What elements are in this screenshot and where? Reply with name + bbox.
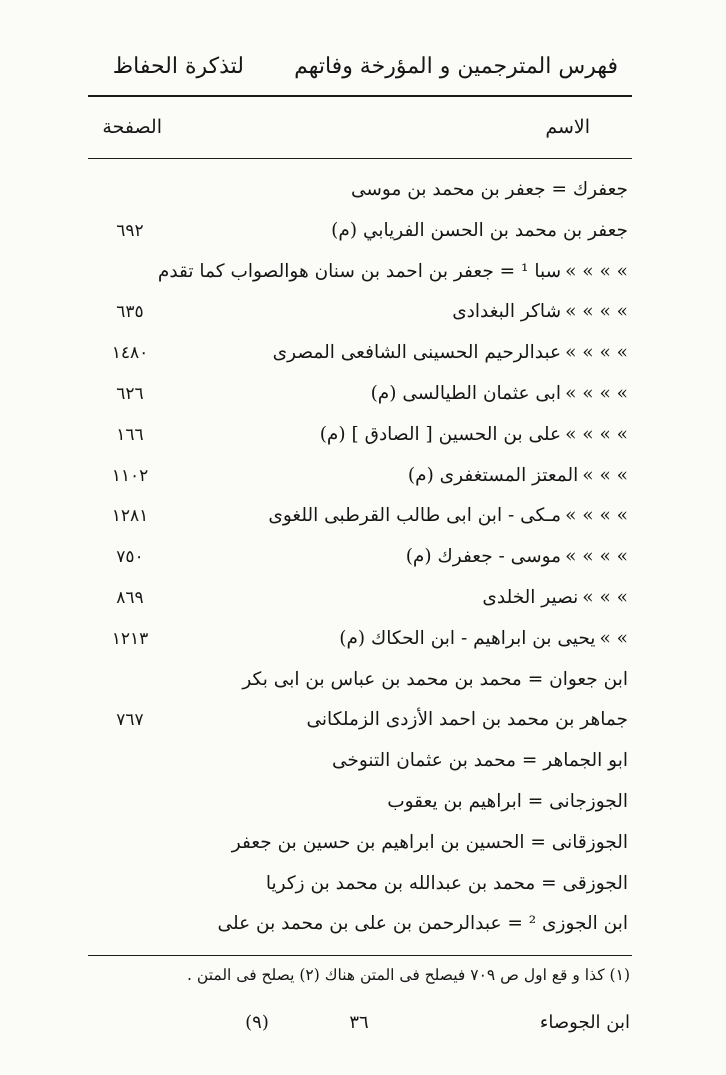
index-entry — [0, 497, 726, 535]
ditto-marks: » » » » — [565, 260, 628, 282]
header-rule — [88, 95, 632, 97]
index-entry — [0, 661, 726, 699]
index-entry — [0, 579, 726, 617]
entry-name — [98, 293, 628, 331]
entry-name — [98, 701, 628, 739]
entry-text: مـكى - ابن ابى طالب القرطبى اللغوى — [268, 505, 562, 527]
index-entry — [0, 905, 726, 943]
entry-page: ١١٠٢ — [111, 465, 149, 486]
ditto-marks: » » » — [582, 587, 628, 608]
ditto-marks: » » » » — [565, 546, 628, 568]
catchword: ابن الجوصاء — [539, 1012, 630, 1033]
entry-text: عبدالرحيم الحسينى الشافعى المصرى — [272, 342, 562, 364]
ditto-marks: » » — [599, 627, 628, 649]
entry-name — [98, 497, 628, 535]
entry-name — [98, 783, 628, 821]
entry-text: ابن الجوزى ² = عبدالرحمن بن على بن محمد بن على — [217, 913, 628, 935]
entry-text: على بن الحسين [ الصادق ] (م) — [319, 423, 562, 445]
index-entry — [0, 865, 726, 903]
ditto-marks: » » » » — [565, 301, 628, 323]
entry-page: ٦٣٥ — [116, 302, 144, 323]
column-header-name: الاسم — [545, 116, 590, 138]
column-header-page: الصفحة — [102, 116, 162, 138]
index-entry — [0, 171, 726, 209]
index-entry — [0, 416, 726, 454]
index-entry — [0, 212, 726, 250]
entry-name — [98, 865, 628, 903]
index-entry — [0, 253, 726, 291]
entry-page: ٦٢٦ — [116, 384, 144, 404]
ditto-marks: » » » » — [565, 342, 628, 364]
footnote-rule — [88, 955, 632, 956]
entry-name — [98, 905, 628, 943]
entry-page: ١٢٨١ — [111, 506, 149, 527]
index-entry — [0, 293, 726, 331]
entry-name — [98, 579, 628, 617]
entry-text: شاكر البغدادى — [452, 301, 562, 323]
entry-page: ٦٩٢ — [116, 220, 144, 241]
entry-name — [98, 212, 628, 250]
entry-text: جعفر بن محمد بن الحسن الفريابي (م) — [331, 219, 628, 241]
ditto-marks: » » » » — [565, 383, 628, 404]
entry-name — [98, 742, 628, 780]
entry-name — [98, 171, 628, 209]
running-head-title: فهرس المترجمين و المؤرخة وفاتهم — [294, 54, 618, 79]
running-head-book: لتذكرة الحفاظ — [112, 54, 244, 79]
index-entry — [0, 375, 726, 413]
ditto-marks: » » » — [582, 464, 628, 486]
entry-text: نصير الخلدى — [482, 587, 579, 608]
index-entry — [0, 824, 726, 862]
entry-text: الجوزقانى = الحسين بن ابراهيم بن حسين بن جعفر — [231, 831, 628, 853]
entry-text: المعتز المستغفرى (م) — [407, 464, 579, 486]
entry-page: ٨٦٩ — [116, 588, 144, 608]
ditto-marks: » » » » — [565, 505, 628, 527]
entry-text: موسى - جعفرك (م) — [405, 546, 562, 568]
entry-page: ٧٦٧ — [116, 710, 144, 731]
index-entry — [0, 538, 726, 576]
entry-text: جعفرك = جعفر بن محمد بن موسى — [351, 179, 628, 200]
entry-name — [98, 334, 628, 372]
entry-name — [98, 375, 628, 413]
entry-text: الجوزقى = محمد بن عبدالله بن محمد بن زكريا — [265, 872, 628, 894]
entry-text: الجوزجانى = ابراهيم بن يعقوب — [387, 791, 628, 812]
entry-page: ١٤٨٠ — [111, 343, 149, 364]
entry-text: جماهر بن محمد بن احمد الأزدى الزملكانى — [306, 709, 628, 731]
footnote: (١) كذا و قع اول ص ٧٠٩ فيصلح فى المتن هناك (٢) يصلح فى المتن . — [187, 966, 630, 984]
signature-mark: (٩) — [245, 1012, 269, 1033]
entry-name — [98, 661, 628, 699]
entry-name — [98, 457, 628, 495]
page-number: ٣٦ — [349, 1012, 369, 1033]
entry-page: ١٢١٣ — [111, 628, 149, 649]
index-entry — [0, 457, 726, 495]
entry-text: يحيى بن ابراهيم - ابن الحكاك (م) — [339, 627, 596, 649]
entry-text: سبا ¹ = جعفر بن احمد بن سنان هوالصواب كما تقدم — [157, 260, 562, 282]
entry-name — [98, 620, 628, 658]
entry-name — [98, 416, 628, 454]
index-entry — [0, 620, 726, 658]
entry-text: ابى عثمان الطيالسى (م) — [370, 383, 562, 404]
entry-name — [98, 538, 628, 576]
index-entry — [0, 783, 726, 821]
column-header-rule — [88, 158, 632, 159]
entry-page: ٧٥٠ — [116, 547, 144, 568]
entry-page: ١٦٦ — [116, 424, 144, 445]
entry-text: ابو الجماهر = محمد بن عثمان التنوخى — [331, 750, 628, 772]
index-entry — [0, 701, 726, 739]
entry-name — [98, 824, 628, 862]
entry-text: ابن جعوان = محمد بن محمد بن عباس بن ابى بكر — [242, 668, 628, 690]
entry-name — [98, 253, 628, 291]
index-entry — [0, 742, 726, 780]
index-entry — [0, 334, 726, 372]
ditto-marks: » » » » — [565, 423, 628, 445]
